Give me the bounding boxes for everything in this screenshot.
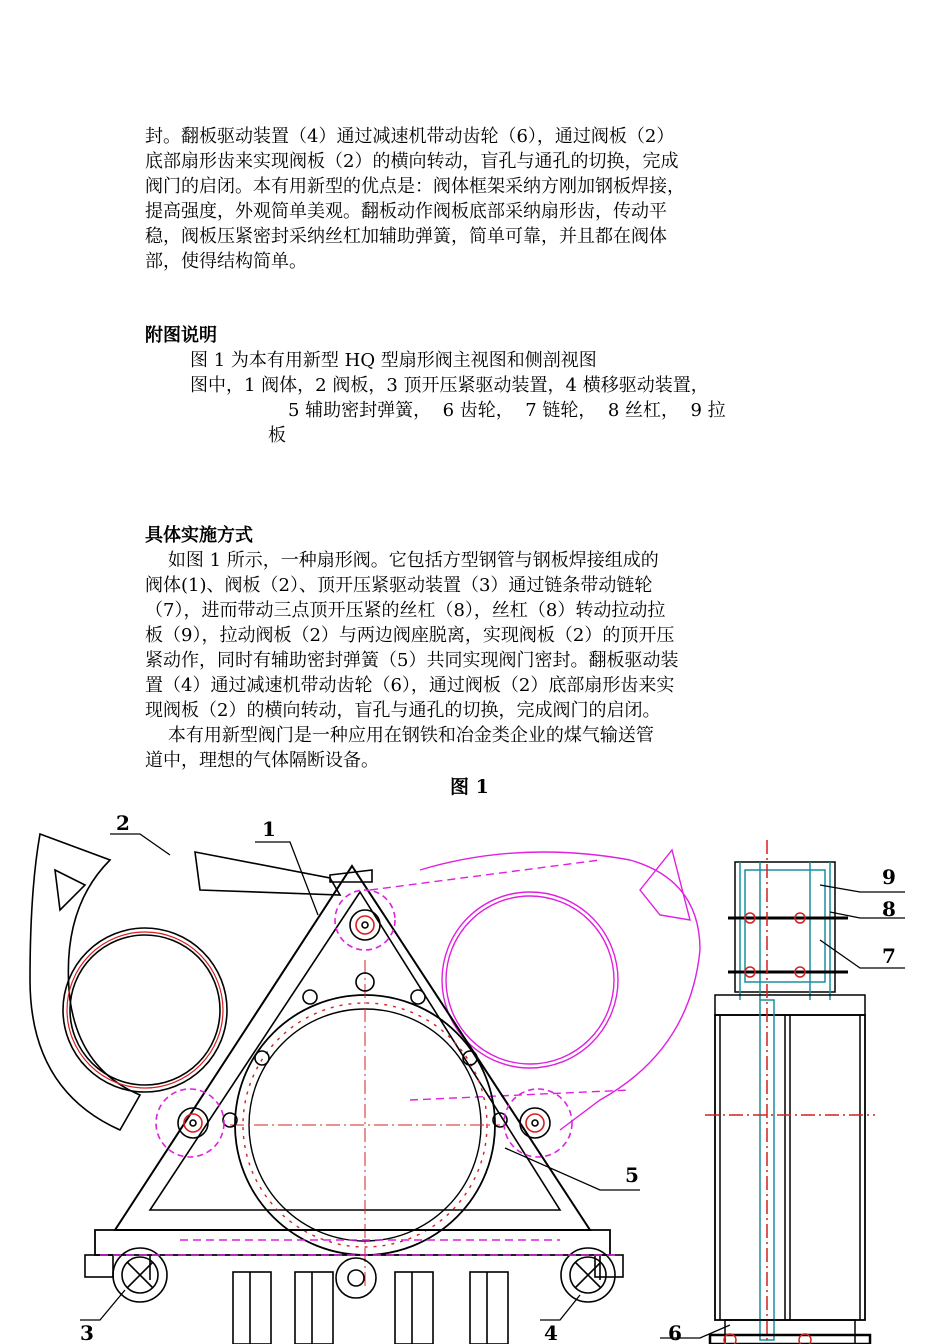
embodiment-line: 如图 1 所示，一种扇形阀。它包括方型钢管与钢板焊接组成的 [145, 550, 659, 571]
right-valve-plate-outline [420, 852, 700, 1130]
embodiment-line: 现阀板（2）的横向转动，盲孔与通孔的切换，完成阀门的启闭。 [145, 700, 661, 721]
embodiment-heading: 具体实施方式 [145, 525, 253, 546]
callouts [80, 834, 905, 1338]
valve-body-triangle [115, 866, 590, 1230]
callout-label-6: 6 [668, 1321, 682, 1344]
callout-label-4: 4 [544, 1321, 558, 1344]
left-valve-plate-ring [63, 928, 227, 1092]
intro-line: 底部扇形齿来实现阀板（2）的横向转动，盲孔与通孔的切换，完成 [145, 151, 679, 172]
figure-notes-heading: 附图说明 [145, 325, 217, 346]
right-valve-plate-ring [442, 892, 618, 1068]
right-bolt [520, 1108, 550, 1138]
callout-label-3: 3 [80, 1321, 94, 1344]
callout-label-7: 7 [882, 944, 896, 968]
lower-center-hub [336, 1258, 376, 1298]
embodiment-line: 道中，理想的气体隔断设备。 [145, 750, 379, 771]
intro-line: 稳，阀板压紧密封采纳丝杠加辅助弹簧，简单可靠，并且都在阀体 [145, 226, 667, 247]
embodiment-line: 紧动作，同时有辅助密封弹簧（5）共同实现阀门密封。翻板驱动装 [145, 650, 679, 671]
figure-caption: 图 1 为本有用新型 HQ 型扇形阀主视图和侧剖视图 [190, 350, 597, 371]
figure-legend-line: 5 辅助密封弹簧， 6 齿轮， 7 链轮， 8 丝杠， 9 拉 [288, 400, 726, 421]
embodiment-line: 本有用新型阀门是一种应用在钢铁和冶金类企业的煤气输送管 [145, 725, 654, 746]
callout-label-9: 9 [882, 865, 896, 889]
callout-leader-1 [255, 842, 318, 915]
intro-line: 阀门的启闭。本有用新型的优点是：阀体框架采纳方刚加钢板焊接， [145, 176, 685, 197]
embodiment-line: （7），进而带动三点顶开压紧的丝杠（8），丝杠（8）转动拉动拉 [145, 600, 666, 621]
front-view [30, 834, 700, 1344]
figure-legend-line: 图中，1 阀体，2 阀板，3 顶开压紧驱动装置，4 横移驱动装置， [190, 375, 709, 396]
callout-label-8: 8 [882, 897, 896, 921]
callout-label-2: 2 [116, 811, 130, 835]
callout-leader-2 [110, 834, 170, 855]
drive-wheel-right [561, 1248, 615, 1302]
figure-title: 图 1 [450, 776, 489, 798]
embodiment-line: 阀体(1)、阀板（2）、顶开压紧驱动装置（3）通过链条带动链轮 [145, 575, 653, 596]
intro-line: 提高强度，外观简单美观。翻板动作阀板底部采纳扇形齿，传动平 [145, 201, 667, 222]
intro-line: 封。翻板驱动装置（4）通过减速机带动齿轮（6），通过阀板（2） [145, 126, 675, 147]
left-bolt [178, 1108, 208, 1138]
callout-label-5: 5 [625, 1163, 639, 1187]
callout-leader-3 [80, 1290, 125, 1320]
bottom-frame [95, 1230, 610, 1255]
callout-label-1: 1 [262, 817, 276, 841]
top-bolt [350, 910, 380, 940]
embodiment-line: 置（4）通过减速机带动齿轮（6），通过阀板（2）底部扇形齿来实 [145, 675, 675, 696]
embodiment-line: 板（9），拉动阀板（2）与两边阀座脱离，实现阀板（2）的顶开压 [145, 625, 675, 646]
valve-technical-drawing [0, 800, 950, 1344]
right-valve-plate-handle [640, 850, 690, 920]
intro-line: 部，使得结构简单。 [145, 251, 307, 272]
figure-legend-line: 板 [268, 425, 286, 446]
